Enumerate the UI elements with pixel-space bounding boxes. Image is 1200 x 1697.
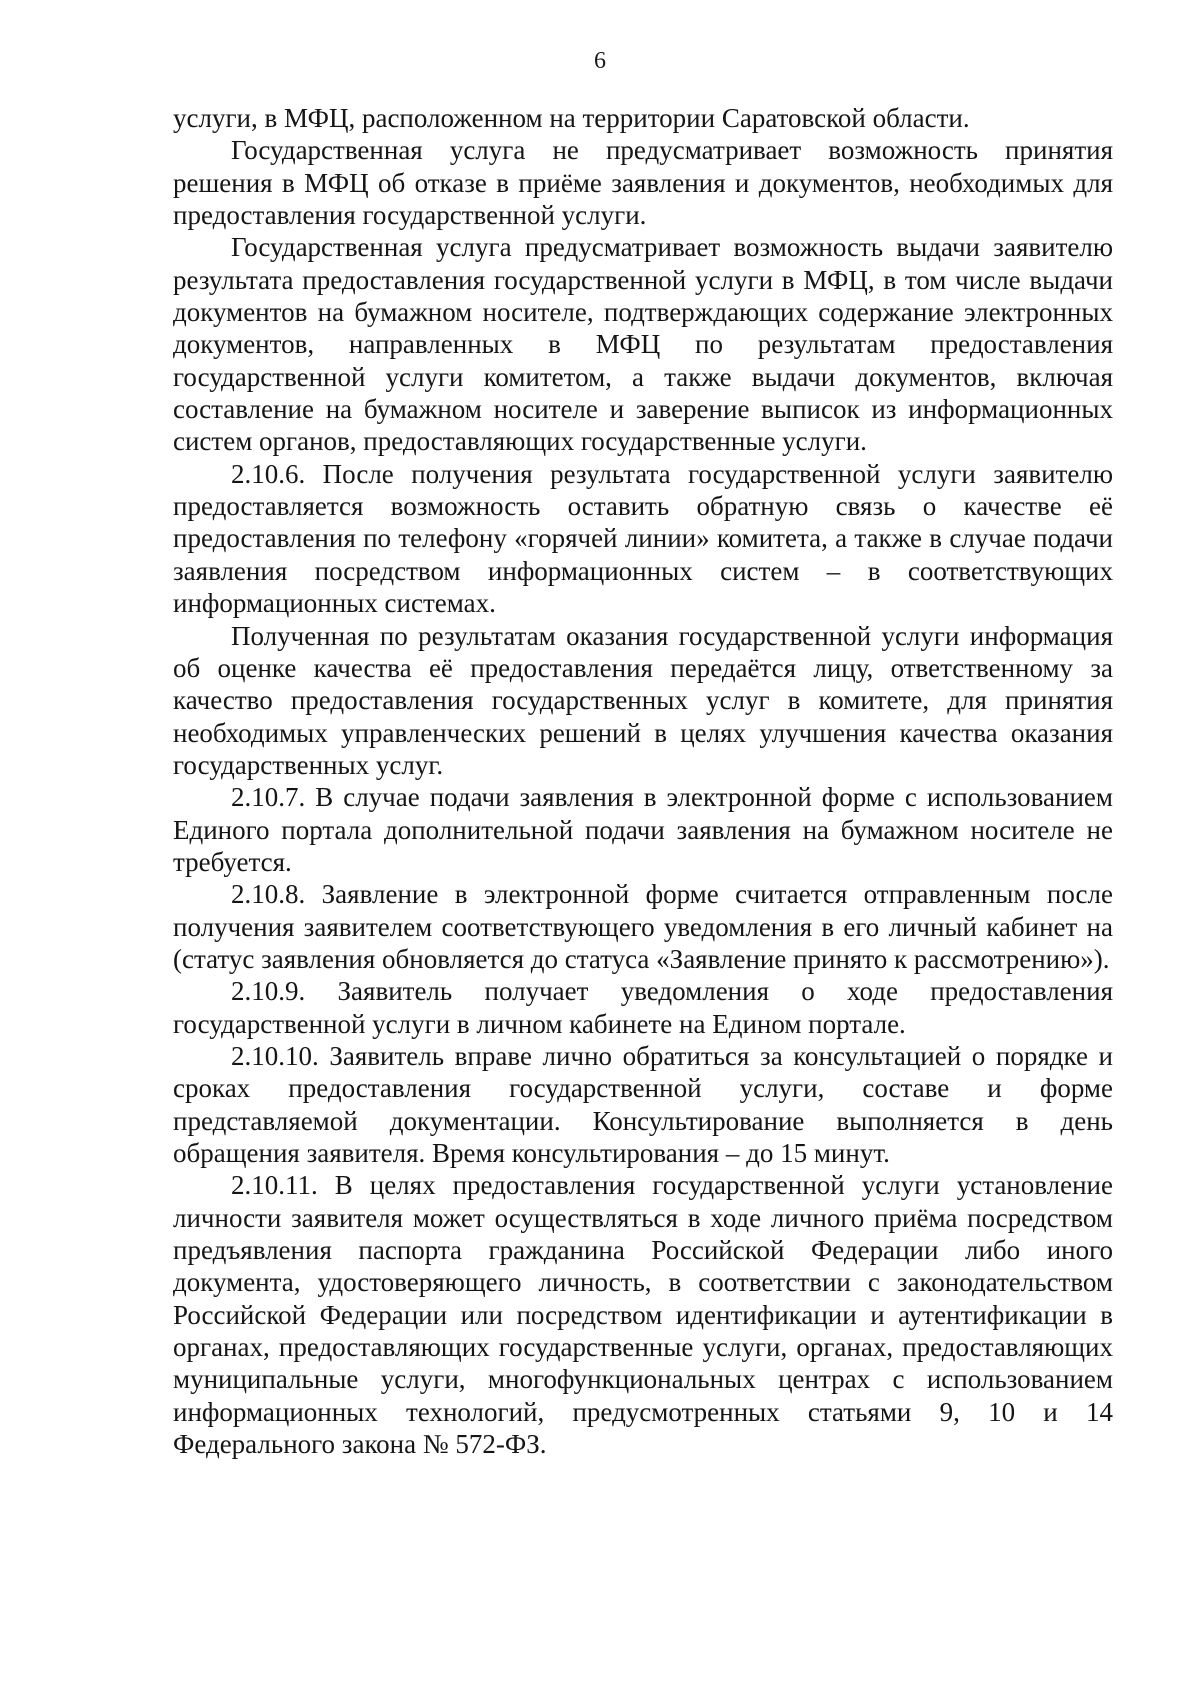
document-body	[173, 102, 1113, 1460]
paragraph-2-10-7: 2.10.7. В случае подачи заявления в электронной форме с использованием Единого портала дополнительной подачи заявления на бумажном носителе не требуется.	[173, 782, 1113, 877]
paragraph-no-refusal-in-mfc: Государственная услуга не предусматривает возможность принятия решения в МФЦ об отказе в приёме заявления и документов, необходимых для предоставления государственной услуги.	[173, 135, 1113, 231]
paragraph-2-10-9: 2.10.9. Заявитель получает уведомления о ходе предоставления государственной услуги в личном кабинете на Едином портале.	[173, 976, 1113, 1039]
paragraph-continuation: услуги, в МФЦ, расположенном на территории Саратовской области.	[173, 103, 970, 133]
paragraph-quality-feedback: Полученная по результатам оказания государственной услуги информация об оценке качества её предоставления передаётся лицу, ответственному за качество предоставления государственных услуг в комитете, для принятия необходимых управленческих решений в целях улучшения качества оказания государственных услуг.	[173, 620, 1113, 780]
paragraph-2-10-11: 2.10.11. В целях предоставления государственной услуги установление личности заявителя может осуществляться в ходе личного приёма посредством предъявления паспорта гражданина Российской Федерации либо иного документа, удостоверяющего личность, в соответствии с законодательством Российской Федерации или посредством идентификации и аутентификации в органах, предоставляющих государственные услуги, органах, предоставляющих муниципальные услуги, многофункциональных центрах с использованием информационных технологий, предусмотренных статьями 9, 10 и 14 Федерального закона № 572-ФЗ.	[173, 1170, 1113, 1460]
page-number: 6	[594, 48, 606, 74]
paragraph-2-10-8: 2.10.8. Заявление в электронной форме считается отправленным после получения заявителем соответствующего уведомления в его личный кабинет на (статус заявления обновляется до статуса «Заявление принято к рассмотрению»).	[173, 879, 1113, 974]
paragraph-2-10-6: 2.10.6. После получения результата государственной услуги заявителю предоставляется возможность оставить обратную связь о качестве её предоставления по телефону «горячей линии» комитета, а также в случае подачи заявления посредством информационных систем – в соответствующих информационных системах.	[173, 458, 1113, 619]
paragraph-result-issue-in-mfc: Государственная услуга предусматривает возможность выдачи заявителю результата предоставления государственной услуги в МФЦ, в том числе выдачи документов на бумажном носителе, подтверждающих содержание электронных документов, направленных в МФЦ по результатам предоставления государственной услуги комитетом, а также выдачи документов, включая составление на бумажном носителе и заверение выписок из информационных систем органов, предоставляющих государственные услуги.	[173, 232, 1113, 457]
paragraph-2-10-10: 2.10.10. Заявитель вправе лично обратиться за консультацией о порядке и сроках предоставления государственной услуги, составе и форме представляемой документации. Консультирование выполняется в день обращения заявителя. Время консультирования – до 15 минут.	[173, 1040, 1113, 1168]
